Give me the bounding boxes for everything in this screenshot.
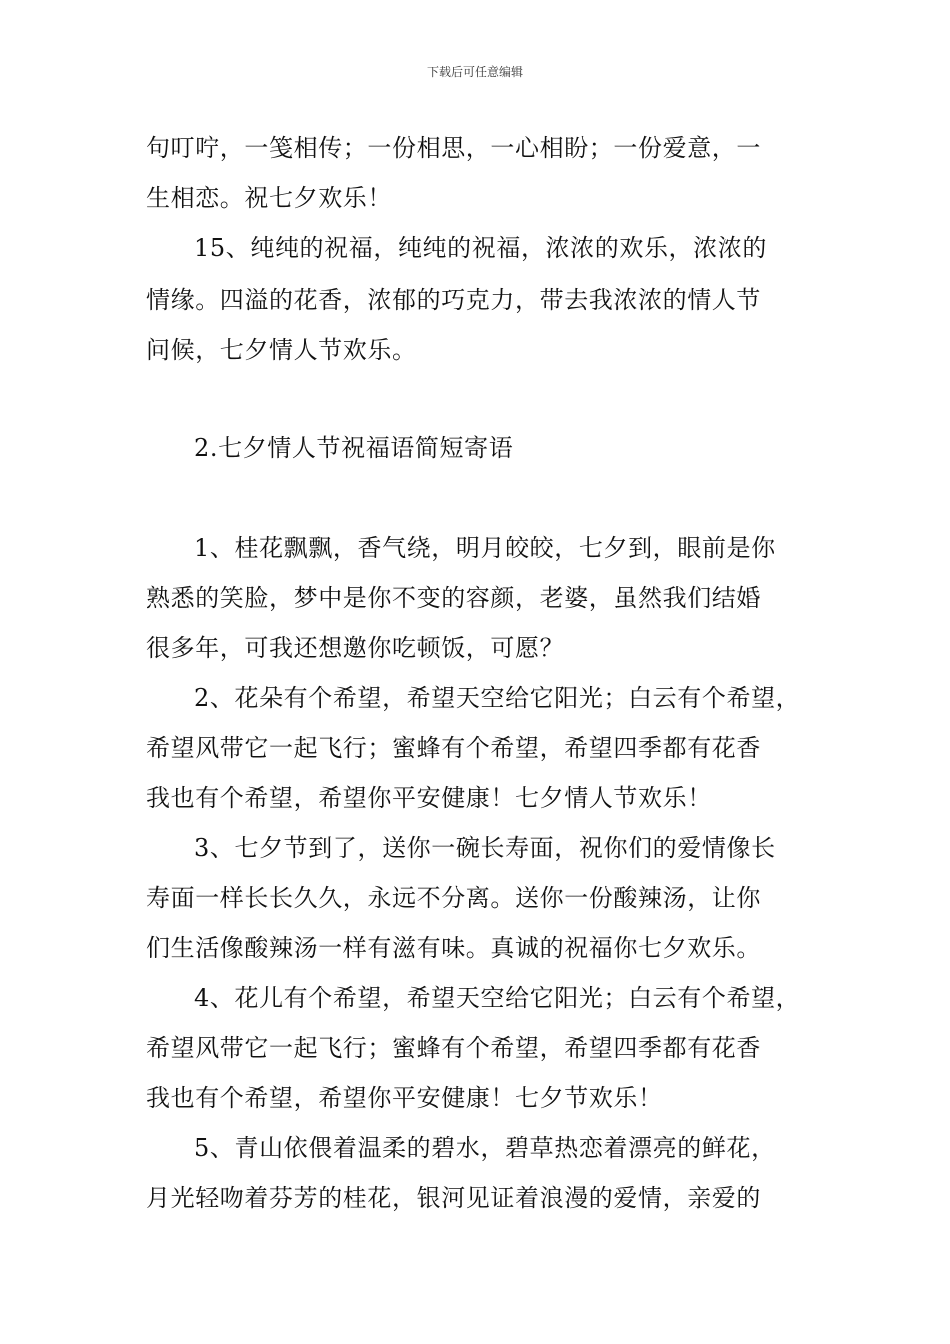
body-text-line: 们生活像酸辣汤一样有滋有味。真诚的祝福你七夕欢乐。 <box>146 934 761 962</box>
body-text-line: 寿面一样长长久久，永远不分离。送你一份酸辣汤，让你 <box>146 884 761 912</box>
body-text-line: 希望风带它一起飞行；蜜蜂有个希望，希望四季都有花香 <box>146 734 761 762</box>
paragraph-start: 3、七夕节到了，送你一碗长寿面，祝你们的爱情像长 <box>194 834 776 862</box>
body-text-line: 希望风带它一起飞行；蜜蜂有个希望，希望四季都有花香 <box>146 1034 761 1062</box>
paragraph-start: 1、桂花飘飘，香气绕，明月皎皎，七夕到，眼前是你 <box>194 534 776 562</box>
paragraph-start: 2、花朵有个希望，希望天空给它阳光；白云有个希望， <box>194 684 801 712</box>
paragraph-start: 4、花儿有个希望，希望天空给它阳光；白云有个希望， <box>194 984 801 1012</box>
page-header: 下载后可任意编辑 <box>426 65 523 79</box>
body-text-line: 月光轻吻着芬芳的桂花，银河见证着浪漫的爱情，亲爱的 <box>146 1184 761 1212</box>
body-text-line: 情缘。四溢的花香，浓郁的巧克力，带去我浓浓的情人节 <box>146 286 761 314</box>
body-text-line: 很多年，可我还想邀你吃顿饭，可愿？ <box>146 634 565 662</box>
body-text-line: 问候，七夕情人节欢乐。 <box>146 336 417 364</box>
body-text-line: 我也有个希望，希望你平安健康！七夕情人节欢乐！ <box>146 784 712 812</box>
body-text-line: 熟悉的笑脸，梦中是你不变的容颜，老婆，虽然我们结婚 <box>146 584 761 612</box>
body-text-line: 我也有个希望，希望你平安健康！七夕节欢乐！ <box>146 1084 663 1112</box>
paragraph-start: 5、青山依偎着温柔的碧水，碧草热恋着漂亮的鲜花， <box>194 1134 776 1162</box>
paragraph-start: 15、纯纯的祝福，纯纯的祝福，浓浓的欢乐，浓浓的 <box>194 234 767 262</box>
body-text-line: 生相恋。祝七夕欢乐！ <box>146 184 392 212</box>
body-text-line: 句叮咛，一笺相传；一份相思，一心相盼；一份爱意，一 <box>146 134 761 162</box>
section-heading: 2.七夕情人节祝福语简短寄语 <box>194 434 514 462</box>
